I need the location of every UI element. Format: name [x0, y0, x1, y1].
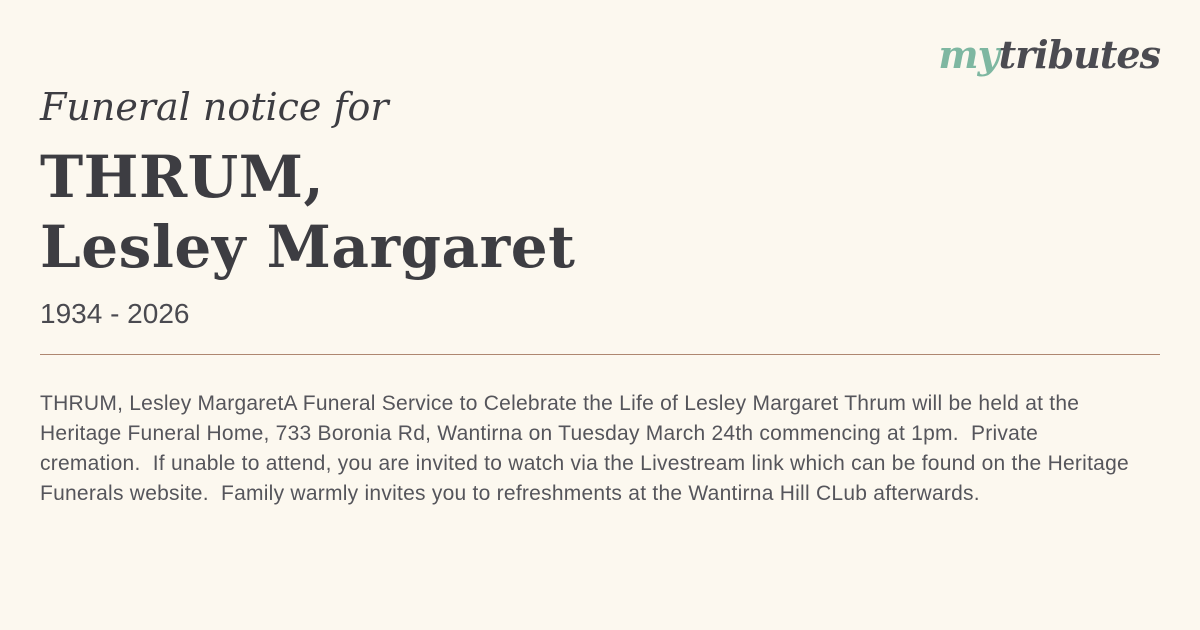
mytributes-logo: [938, 34, 1160, 76]
notice-type-label: Funeral notice for: [40, 85, 389, 129]
notice-body: THRUM, Lesley MargaretA Funeral Service to Celebrate the Life of Lesley Margaret Thrum will be held at the Heritage Funeral Home, 733 Boronia Rd, Wantirna on Tuesday March 24th commencing at 1pm. Private cremation. If unable to attend, you are invited to watch via the Livestream link which can be found on the Heritage Funerals website. Family warmly invites you to refreshments at the Wantirna Hill CLub afterwards.: [40, 391, 1129, 505]
deceased-name: [40, 142, 1160, 282]
deceased-surname: THRUM,: [40, 142, 325, 211]
divider-rule: [40, 354, 1160, 355]
logo-prefix-my: my: [938, 32, 999, 77]
logo-suffix-tributes: tributes: [998, 32, 1160, 77]
life-years: 1934 - 2026: [40, 297, 190, 329]
deceased-given-names: Lesley Margaret: [40, 212, 576, 281]
